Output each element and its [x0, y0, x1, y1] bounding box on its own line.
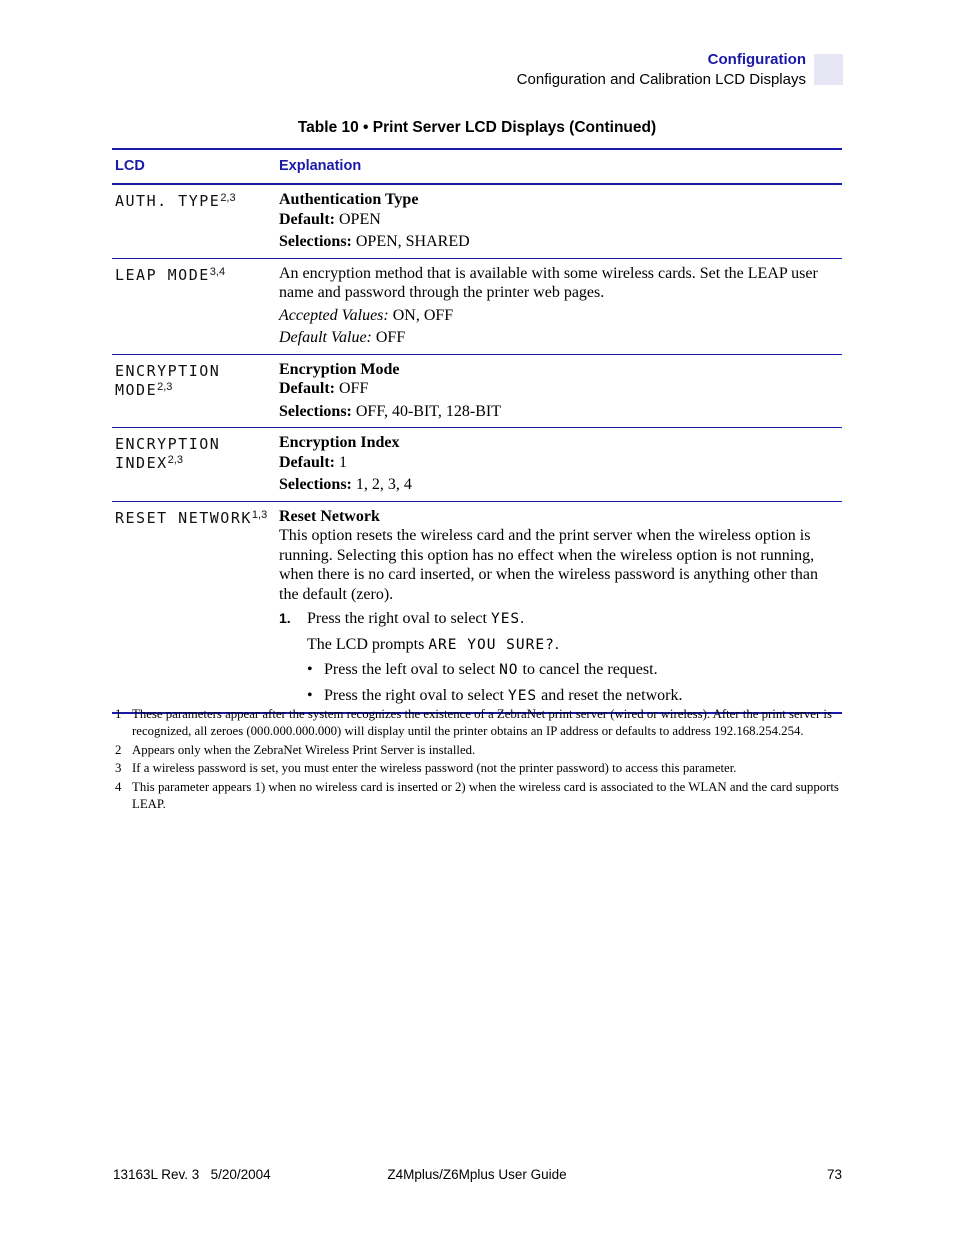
row-title: Reset Network: [279, 507, 380, 525]
footnotes: [112, 706, 842, 814]
footnote: 2 Appears only when the ZebraNet Wireless Print Server is installed.: [115, 742, 476, 757]
table-row: LEAP MODE$^{3,4}$ An encryption method that is available with some wireless cards. Set the LEAP user name and password through the printer web pages. Accepted Values: ON, OFF Default Value: OFF: [112, 259, 842, 355]
lcd-text: AUTH. TYPE$^{2,3}$: [115, 192, 236, 210]
footnote: 3 If a wireless password is set, you must enter the wireless password (not the printer password) to access this parameter.: [115, 761, 737, 775]
subsection-title: Configuration and Calibration LCD Displays: [516, 71, 806, 88]
row-title: Encryption Index: [279, 434, 400, 451]
row-description: This option resets the wireless card and the print server when the wireless option is running. Selecting this option has no effect when the wireless option is not running, when there is no card inserted, or when the wireless password is anything other than the default (zero).: [279, 527, 818, 603]
section-title: Configuration: [707, 51, 806, 68]
lcd-prompt-text: The LCD prompts ARE YOU SURE?.: [307, 635, 559, 653]
list-item: • Press the left oval to select NO to cancel the request.: [307, 661, 658, 678]
thumb-tab-marker: [814, 54, 843, 85]
lcd-text: ENCRYPTION INDEX$^{2,3}$: [115, 435, 221, 472]
page-number: 73: [826, 1167, 842, 1182]
procedure-step: 1. Press the right oval to select YES.: [279, 610, 525, 627]
table-row: [112, 502, 842, 715]
col-header-lcd: LCD: [115, 158, 145, 174]
footer-title: Z4Mplus/Z6Mplus User Guide: [387, 1167, 567, 1182]
lcd-text: RESET NETWORK$^{1,3}$: [115, 508, 268, 527]
footer-doc-id: 13163L Rev. 3 5/20/2004: [113, 1167, 271, 1182]
footnote: 4 This parameter appears 1) when no wireless card is inserted or 2) when the wireless card is associated to the WLAN and the card supports LEAP.: [115, 779, 839, 811]
table-caption: Table 10 • Print Server LCD Displays (Continued): [297, 119, 657, 136]
row-description: An encryption method that is available with some wireless cards. Set the LEAP user name and password through the printer web pages.: [279, 264, 818, 301]
list-item: • Press the right oval to select YES and reset the network.: [307, 686, 683, 704]
row-title: Authentication Type: [279, 191, 419, 208]
col-header-explanation: Explanation: [279, 158, 362, 174]
table-row: AUTH. TYPE$^{2,3}$ Authentication Type Default: OPEN Selections: OPEN, SHARED: [112, 185, 842, 259]
table-header: [112, 148, 842, 185]
lcd-text: LEAP MODE$^{3,4}$: [115, 265, 226, 284]
lcd-text: ENCRYPTION MODE$^{2,3}$: [115, 361, 221, 399]
row-title: Encryption Mode: [279, 360, 400, 378]
table-row: ENCRYPTION MODE$^{2,3}$ Encryption Mode Default: OFF Selections: OFF, 40-BIT, 128-BIT: [112, 355, 842, 429]
table-row: ENCRYPTION INDEX$^{2,3}$ Encryption Index Default: 1 Selections: 1, 2, 3, 4: [112, 428, 842, 502]
lcd-table: [112, 148, 842, 714]
footnote: 1 These parameters appear after the system recognizes the existence of a ZebraNet print server (wired or wireless). After the print server is recognized, all zeroes (000.000.000.000) will display until the printer obtains an IP address or defaults to address 192.168.254.254.: [115, 707, 832, 738]
